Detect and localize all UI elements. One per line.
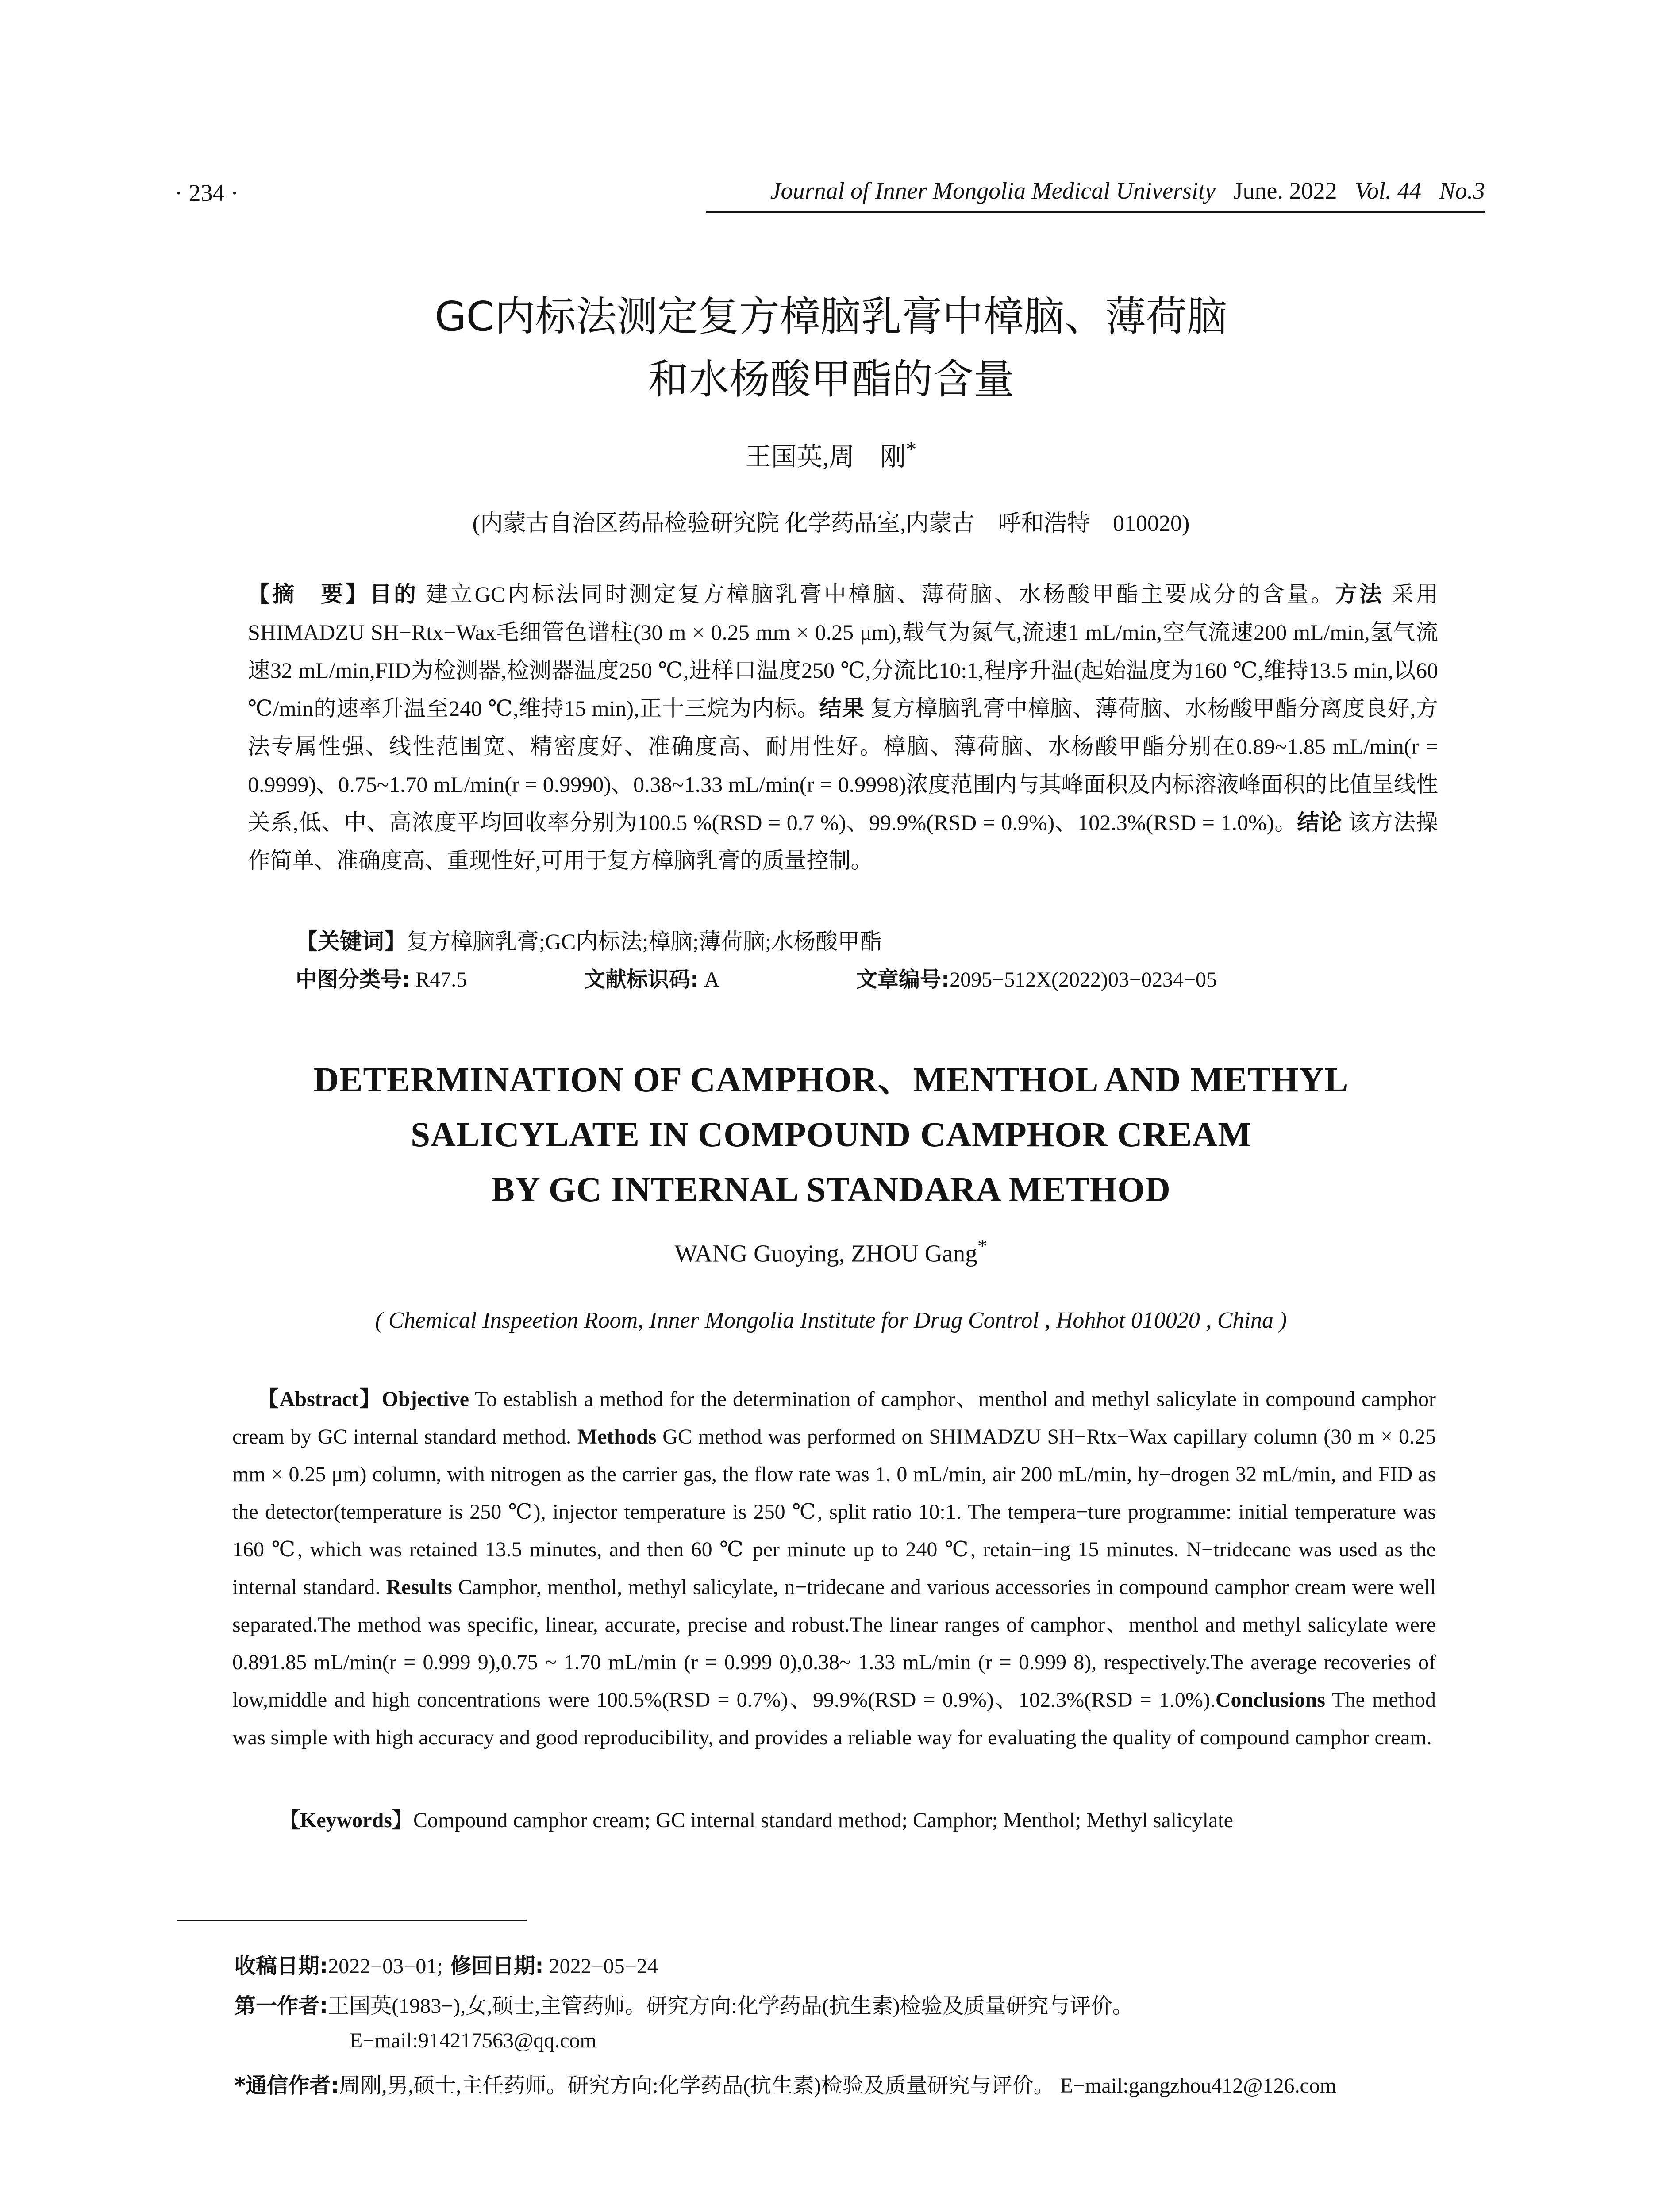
cn-keywords <box>296 922 882 960</box>
revised-value: 2022−05−24 <box>543 1955 658 1978</box>
cn-methods-label: 方法 <box>1335 582 1384 607</box>
corresponding-label: *通信作者: <box>235 2073 339 2098</box>
cn-abstract-label: 【摘 要】 <box>248 581 370 607</box>
article-label: 文章编号: <box>856 967 950 992</box>
en-title <box>177 1053 1485 1217</box>
en-results-text: Camphor, menthol, methyl salicylate, n−tridecane and various accessories in compound camphor cream were well separated.The method was specific, linear, accurate, precise and robust.The linear ranges of camphor、menthol and methyl salicylate were 0.891.85 mL/min(r = 0.999 9),0.75 ~ 1.70 mL/min (r = 0.999 0),0.38~ 1.33 mL/min (r = 0.999 8), respectively.The average recoveries of low,middle and high concentrations were 100.5%(RSD = 0.7%)、99.9%(RSD = 0.9%)、102.3%(RSD = 1.0%). <box>232 1575 1436 1712</box>
en-results-label: Results <box>386 1575 452 1599</box>
cn-conclusions-label: 结论 <box>1297 810 1343 835</box>
en-title-line-3: BY GC INTERNAL STANDARA METHOD <box>491 1171 1171 1209</box>
en-conclusions-text: The method was simple with high accuracy and good reproducibility, and provides a reliable way for evaluating the quality of compound camphor cream. <box>232 1688 1436 1749</box>
article-number <box>856 962 1217 993</box>
issue-number: No.3 <box>1439 177 1485 204</box>
doc-value: A <box>699 968 719 991</box>
first-author-value: 王国英(1983−),女,硕士,主管药师。研究方向:化学药品(抗生素)检验及质量研究与评价。 <box>328 1994 1134 2018</box>
en-corresponding-mark: * <box>977 1235 988 1257</box>
en-abstract-label: 【Abstract】 <box>257 1387 382 1411</box>
en-keywords-label: 【Keywords】 <box>279 1809 413 1832</box>
cn-affiliation: (内蒙古自治区药品检验研究院 化学药品室,内蒙古 呼和浩特 010020) <box>472 511 1190 536</box>
first-author-label: 第一作者: <box>235 1993 328 2018</box>
en-title-line-1: DETERMINATION OF CAMPHOR、MENTHOL AND METHYL <box>313 1061 1349 1099</box>
cn-objective-label: 目的 <box>369 582 419 607</box>
cn-title-line-2: 和水杨酸甲酯的含量 <box>647 356 1014 403</box>
corresponding-value: 周刚,男,硕士,主任药师。研究方向:化学药品(抗生素)检验及质量研究与评价。 E−mail:gangzhou412@126.com <box>339 2074 1337 2097</box>
cn-results-text: 复方樟脑乳膏中樟脑、薄荷脑、水杨酸甲酯分离度良好,方法专属性强、线性范围宽、精密度好、准确度高、耐用性好。樟脑、薄荷脑、水杨酸甲酯分别在0.89~1.85 mL/min(r = 0.9999)、0.75~1.70 mL/min(r = 0.9990)、0.38~1.33 mL/min(r = 0.9998)浓度范围内与其峰面积及内标溶液峰面积的比值呈线性关系,低、中、高浓度平均回收率分别为100.5 %(RSD = 0.7 %)、99.9%(RSD = 0.9%)、102.3%(RSD = 1.0%)。 <box>248 696 1438 835</box>
cn-authors <box>221 436 1441 473</box>
en-objective-label: Objective <box>381 1387 469 1411</box>
clc-number <box>296 962 467 993</box>
cn-keywords-label: 【关键词】 <box>296 929 406 954</box>
en-title-line-2: SALICYLATE IN COMPOUND CAMPHOR CREAM <box>411 1116 1251 1154</box>
running-header <box>706 177 1485 213</box>
en-authors <box>221 1234 1441 1267</box>
footnote-first-author <box>235 1989 1134 2019</box>
page-number: · 234 · <box>175 180 239 206</box>
corresponding-mark: * <box>906 438 917 461</box>
received-value: 2022−03−01; <box>328 1955 443 1978</box>
cn-methods-text: 采用SHIMADZU SH−Rtx−Wax毛细管色谱柱(30 m × 0.25 mm × 0.25 μm),载气为氮气,流速1 mL/min,空气流速200 mL/min,氢气流速32 mL/min,FID为检测器,检测器温度250 ℃,进样口温度250 ℃,分流比10:1,程序升温(起始温度为160 ℃,维持13.5 min,以60 ℃/min的速率升温至240 ℃,维持15 min),正十三烷为内标。 <box>248 582 1439 721</box>
en-affiliation: ( Chemical Inspeetion Room, Inner Mongolia Institute for Drug Control , Hohhot 010020 , China ) <box>375 1308 1287 1333</box>
article-value: 2095−512X(2022)03−0234−05 <box>950 968 1217 991</box>
en-keywords <box>279 1803 1233 1833</box>
en-methods-text: GC method was performed on SHIMADZU SH−Rtx−Wax capillary column (30 m × 0.25 mm × 0.25 μm) column, with nitrogen as the carrier gas, the flow rate was 1. 0 mL/min, air 200 mL/min, hy−drogen 32 mL/min, and FID as the detector(temperature is 250 ℃), injector temperature is 250 ℃, split ratio 10:1. The tempera−ture programme: initial temperature was 160 ℃, which was retained 13.5 minutes, and then 60 ℃ per minute up to 240 ℃, retain−ing 15 minutes. N−tridecane was used as the internal standard. <box>232 1425 1436 1599</box>
en-objective-text: To establish a method for the determination of camphor、menthol and methyl salicylate in compound camphor cream by GC internal standard method. <box>232 1387 1436 1448</box>
issue-date: June. 2022 <box>1233 177 1337 204</box>
en-keywords-text: Compound camphor cream; GC internal standard method; Camphor; Menthol; Methyl salicylate <box>413 1809 1233 1832</box>
cn-conclusions-text: 该方法操作简单、准确度高、重现性好,可用于复方樟脑乳膏的质量控制。 <box>248 810 1439 873</box>
en-conclusions-label: Conclusions <box>1215 1688 1325 1712</box>
received-label: 收稿日期: <box>235 1954 328 1978</box>
footnote-dates <box>235 1949 658 1979</box>
cn-title <box>221 285 1441 411</box>
cn-objective-text: 建立GC内标法同时测定复方樟脑乳膏中樟脑、薄荷脑、水杨酸甲酯主要成分的含量。 <box>418 582 1335 607</box>
cn-results-label: 结果 <box>819 696 865 721</box>
journal-name: Journal of Inner Mongolia Medical University <box>770 177 1216 204</box>
clc-value: R47.5 <box>410 968 467 991</box>
volume: Vol. 44 <box>1354 177 1421 204</box>
footnote-corresponding-author <box>235 2068 1336 2099</box>
footnote-divider <box>177 1920 527 1921</box>
cn-abstract <box>248 575 1438 879</box>
en-methods-label: Methods <box>577 1425 657 1448</box>
en-author-names: WANG Guoying, ZHOU Gang <box>674 1240 977 1267</box>
cn-title-line-1: GC内标法测定复方樟脑乳膏中樟脑、薄荷脑 <box>435 293 1227 340</box>
cn-author-names: 王国英,周 刚 <box>745 442 906 471</box>
doc-label: 文献标识码: <box>584 967 699 992</box>
revised-label: 修回日期: <box>442 1954 544 1978</box>
en-abstract <box>232 1380 1436 1756</box>
document-code <box>584 962 719 993</box>
cn-keywords-text: 复方樟脑乳膏;GC内标法;樟脑;薄荷脑;水杨酸甲酯 <box>406 929 882 954</box>
first-author-email: E−mail:914217563@qq.com <box>350 2029 596 2052</box>
clc-label: 中图分类号: <box>296 967 411 992</box>
